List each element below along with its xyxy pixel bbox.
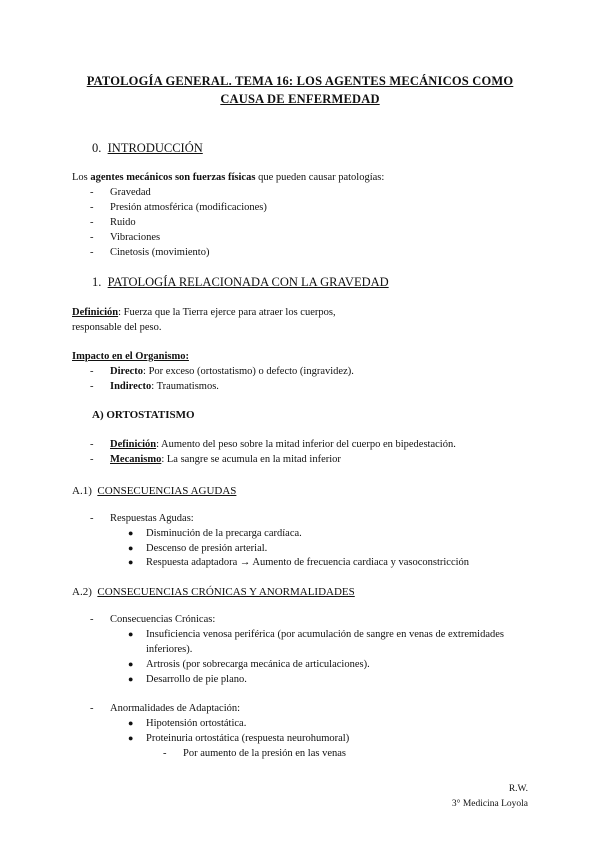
a2-bullet-item: ● Insuficiencia venosa periférica (por acumulación de sangre en venas de extremidades [128,629,504,640]
a1-heading: A.1) CONSECUENCIAS AGUDAS [72,485,237,497]
intro-list-item: - Cinetosis (movimiento) [90,247,210,258]
a2-bullet-item: ● Hipotensión ortostática. [128,718,247,729]
definition-paragraph-cont: responsable del peso. [72,322,162,333]
definition-paragraph: Definición: Fuerza que la Tierra ejerce para atraer los cuerpos, [72,307,336,318]
definition-label: Definición [72,307,119,318]
document-title-line2: CAUSA DE ENFERMEDAD [220,92,380,106]
section-a-item: - Definición: Aumento del peso sobre la mitad inferior del cuerpo en bipedestación. [90,439,456,450]
a1-bullet-item: ● Disminución de la precarga cardíaca. [128,528,302,539]
intro-bold-term: agentes mecánicos son fuerzas físicas [90,172,256,183]
impact-heading: Impacto en el Organismo: [72,351,189,362]
intro-paragraph: Los agentes mecánicos son fuerzas físicas que pueden causar patologías: [72,172,385,183]
section1-heading: 1. PATOLOGÍA RELACIONADA CON LA GRAVEDAD [92,275,389,289]
section-a-heading: A) ORTOSTATISMO [92,409,195,421]
document-title-line1: PATOLOGÍA GENERAL. TEMA 16: LOS AGENTES MECÁNICOS COMO [86,74,514,88]
a2-group: - Consecuencias Crónicas: [90,614,216,625]
intro-list-item: - Vibraciones [90,232,161,243]
a1-bullet-item: ● Respuesta adaptadora → Aumento de frecuencia cardiaca y vasoconstricción [128,557,470,568]
a2-sub-item: - Por aumento de la presión en las venas [163,748,346,759]
intro-number: 0. [92,141,102,155]
footer-initials: R.W. [508,784,528,794]
a2-bullet-item: ● Desarrollo de pie plano. [128,674,247,685]
section1-heading-label: PATOLOGÍA RELACIONADA CON LA GRAVEDAD [107,275,389,289]
a1-group: - Respuestas Agudas: [90,513,194,524]
intro-heading [92,141,203,156]
impact-item: - Indirecto: Traumatismos. [90,381,219,392]
intro-list-item: - Gravedad [90,187,151,198]
a2-heading: A.2) CONSECUENCIAS CRÓNICAS Y ANORMALIDADES [72,586,355,598]
intro-list-item: - Ruido [90,217,136,228]
section-a-item: - Mecanismo: La sangre se acumula en la mitad inferior [90,454,341,465]
a1-bullet-item: ● Descenso de presión arterial. [128,543,268,554]
intro-heading-label: INTRODUCCIÓN [107,141,203,155]
impact-item: - Directo: Por exceso (ortostatismo) o defecto (ingravidez). [90,366,354,377]
a2-bullet-item-cont: inferiores). [146,644,193,655]
a2-bullet-item: ● Artrosis (por sobrecarga mecánica de articulaciones). [128,659,370,670]
a2-bullet-item: ● Proteinuria ortostática (respuesta neurohumoral) [128,733,350,744]
a2-group: - Anormalidades de Adaptación: [90,703,241,714]
footer-course: 3° Medicina Loyola [451,799,528,809]
intro-list-item: - Presión atmosférica (modificaciones) [90,202,267,213]
